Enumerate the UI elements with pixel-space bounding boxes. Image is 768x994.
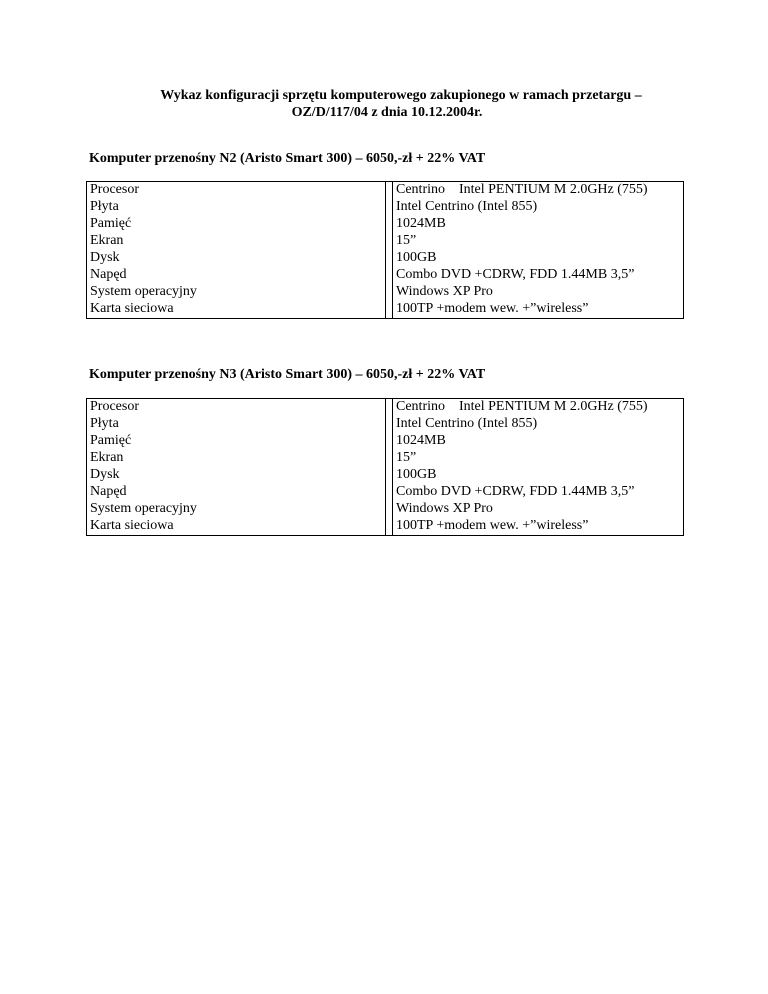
spec-label: Pamięć xyxy=(87,216,386,233)
spec-value xyxy=(393,399,684,417)
spec-label: Napęd xyxy=(87,267,386,284)
column-gap xyxy=(386,182,393,200)
column-gap xyxy=(386,199,393,216)
spec-value: 15” xyxy=(393,450,684,467)
spec-value xyxy=(393,182,684,200)
column-gap xyxy=(386,284,393,301)
column-gap xyxy=(386,501,393,518)
spec-value: Combo DVD +CDRW, FDD 1.44MB 3,5” xyxy=(393,267,684,284)
table-row xyxy=(87,182,684,200)
table-row xyxy=(87,216,684,233)
document-title xyxy=(0,87,768,121)
spec-label: Procesor xyxy=(87,182,386,200)
spec-value: 100TP +modem wew. +”wireless” xyxy=(393,301,684,319)
spec-value: Intel Centrino (Intel 855) xyxy=(393,199,684,216)
column-gap xyxy=(386,233,393,250)
table-row xyxy=(87,467,684,484)
spec-label: Ekran xyxy=(87,450,386,467)
column-gap xyxy=(386,433,393,450)
table-row xyxy=(87,450,684,467)
column-gap xyxy=(386,301,393,319)
spec-value: 1024MB xyxy=(393,216,684,233)
column-gap xyxy=(386,250,393,267)
table-row xyxy=(87,399,684,417)
column-gap xyxy=(386,518,393,536)
spec-value: 100TP +modem wew. +”wireless” xyxy=(393,518,684,536)
spec-value: Intel Centrino (Intel 855) xyxy=(393,416,684,433)
section-heading-n2: Komputer przenośny N2 (Aristo Smart 300) – 6050,-zł + 22% VAT xyxy=(89,151,486,166)
column-gap xyxy=(386,467,393,484)
spec-label: Dysk xyxy=(87,467,386,484)
spec-label: Pamięć xyxy=(87,433,386,450)
spec-label: Napęd xyxy=(87,484,386,501)
spec-value: 100GB xyxy=(393,467,684,484)
spec-label: System operacyjny xyxy=(87,284,386,301)
column-gap xyxy=(386,399,393,417)
spec-value: 1024MB xyxy=(393,433,684,450)
table-row xyxy=(87,250,684,267)
spec-label: Płyta xyxy=(87,199,386,216)
spec-value-text: Centrino Intel PENTIUM M 2.0GHz (755) xyxy=(396,399,648,414)
spec-label: Dysk xyxy=(87,250,386,267)
spec-label: System operacyjny xyxy=(87,501,386,518)
spec-label: Karta sieciowa xyxy=(87,301,386,319)
spec-value: Windows XP Pro xyxy=(393,284,684,301)
table-row xyxy=(87,484,684,501)
table-row xyxy=(87,433,684,450)
spec-value-text: Centrino Intel PENTIUM M 2.0GHz (755) xyxy=(396,182,648,197)
spec-value: Combo DVD +CDRW, FDD 1.44MB 3,5” xyxy=(393,484,684,501)
spec-table-n2 xyxy=(86,181,684,319)
column-gap xyxy=(386,484,393,501)
document-title-line-2: OZ/D/117/04 z dnia 10.12.2004r. xyxy=(291,105,483,120)
table-row xyxy=(87,267,684,284)
spec-value: 15” xyxy=(393,233,684,250)
table-row xyxy=(87,518,684,536)
table-row xyxy=(87,416,684,433)
spec-label: Płyta xyxy=(87,416,386,433)
table-row xyxy=(87,501,684,518)
section-heading-n3: Komputer przenośny N3 (Aristo Smart 300) – 6050,-zł + 22% VAT xyxy=(89,367,486,382)
column-gap xyxy=(386,267,393,284)
table-row xyxy=(87,199,684,216)
table-row xyxy=(87,284,684,301)
spec-label: Ekran xyxy=(87,233,386,250)
spec-label: Procesor xyxy=(87,399,386,417)
table-row xyxy=(87,233,684,250)
spec-table-n3 xyxy=(86,398,684,536)
document-title-line-1: Wykaz konfiguracji sprzętu komputerowego zakupionego w ramach przetargu – xyxy=(160,88,642,103)
spec-value: Windows XP Pro xyxy=(393,501,684,518)
column-gap xyxy=(386,450,393,467)
spec-label: Karta sieciowa xyxy=(87,518,386,536)
spec-value: 100GB xyxy=(393,250,684,267)
column-gap xyxy=(386,216,393,233)
column-gap xyxy=(386,416,393,433)
table-row xyxy=(87,301,684,319)
